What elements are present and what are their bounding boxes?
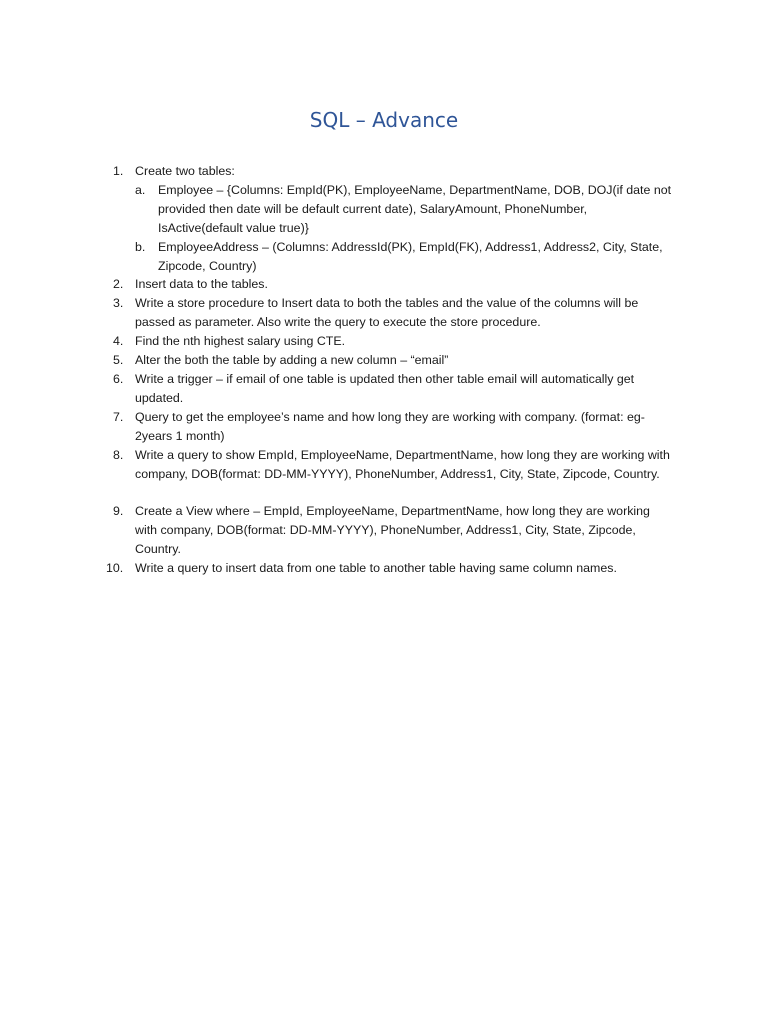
list-item <box>113 408 673 446</box>
list-item <box>113 446 673 484</box>
sub-list-item <box>135 181 673 238</box>
item-number: 9. <box>113 504 124 519</box>
item-text: Create a View where – EmpId, EmployeeName, DepartmentName, how long they are working with company, DOB(format: DD-MM-YYYY), PhoneNumber, Address1, City, State, Zipcode, Country. <box>135 504 650 557</box>
item-text: Create two tables: <box>135 164 235 178</box>
sub-list <box>135 181 673 276</box>
list-item <box>113 294 673 332</box>
item-number: 2. <box>113 277 124 292</box>
item-text: Write a trigger – if email of one table is updated then other table email will automatically get updated. <box>135 371 635 405</box>
item-text: Find the nth highest salary using CTE. <box>135 334 346 349</box>
task-list <box>106 162 673 578</box>
item-number: 10. <box>106 561 124 576</box>
list-item <box>113 332 673 351</box>
list-item <box>113 275 673 294</box>
item-number: 5. <box>113 353 124 368</box>
list-item <box>106 559 673 578</box>
item-text: Query to get the employee’s name and how long they are working with company. (format: eg- 2years 1 month) <box>135 409 645 443</box>
sub-list-item <box>135 238 673 276</box>
item-text: Write a query to show EmpId, EmployeeName, DepartmentName, how long they are working with company, DOB(format: DD-MM-YYYY), PhoneNumber, Address1, City, State, Zipcode, Country. <box>135 447 670 481</box>
item-number: 6. <box>113 371 124 386</box>
item-text: Insert data to the tables. <box>135 277 268 292</box>
list-item <box>113 502 673 559</box>
list-item <box>113 351 673 370</box>
item-text: Write a query to insert data from one table to another table having same column names. <box>135 561 617 576</box>
sub-item-text: Employee – {Columns: EmpId(PK), EmployeeName, DepartmentName, DOB, DOJ(if date not provided then date will be default current date), SalaryAmount, PhoneNumber, IsActive(default value true)} <box>158 182 672 235</box>
item-number: 8. <box>113 447 124 462</box>
item-number: 3. <box>113 296 124 311</box>
item-number: 1. <box>113 164 124 178</box>
blank-line <box>113 483 673 502</box>
sub-item-letter: b. <box>135 239 146 254</box>
item-text: Write a store procedure to Insert data to both the tables and the value of the columns will be passed as parameter. Also write the query to execute the store procedure. <box>135 296 639 330</box>
list-item <box>113 370 673 408</box>
sub-item-text: EmployeeAddress – (Columns: AddressId(PK), EmpId(FK), Address1, Address2, City, State, Zipcode, Country) <box>158 239 663 273</box>
item-number: 7. <box>113 409 124 424</box>
document-title: SQL – Advance <box>309 108 459 132</box>
sub-item-letter: a. <box>135 182 146 197</box>
item-number: 4. <box>113 334 124 349</box>
item-text: Alter the both the table by adding a new column – “email” <box>135 353 449 368</box>
list-item <box>113 162 673 275</box>
